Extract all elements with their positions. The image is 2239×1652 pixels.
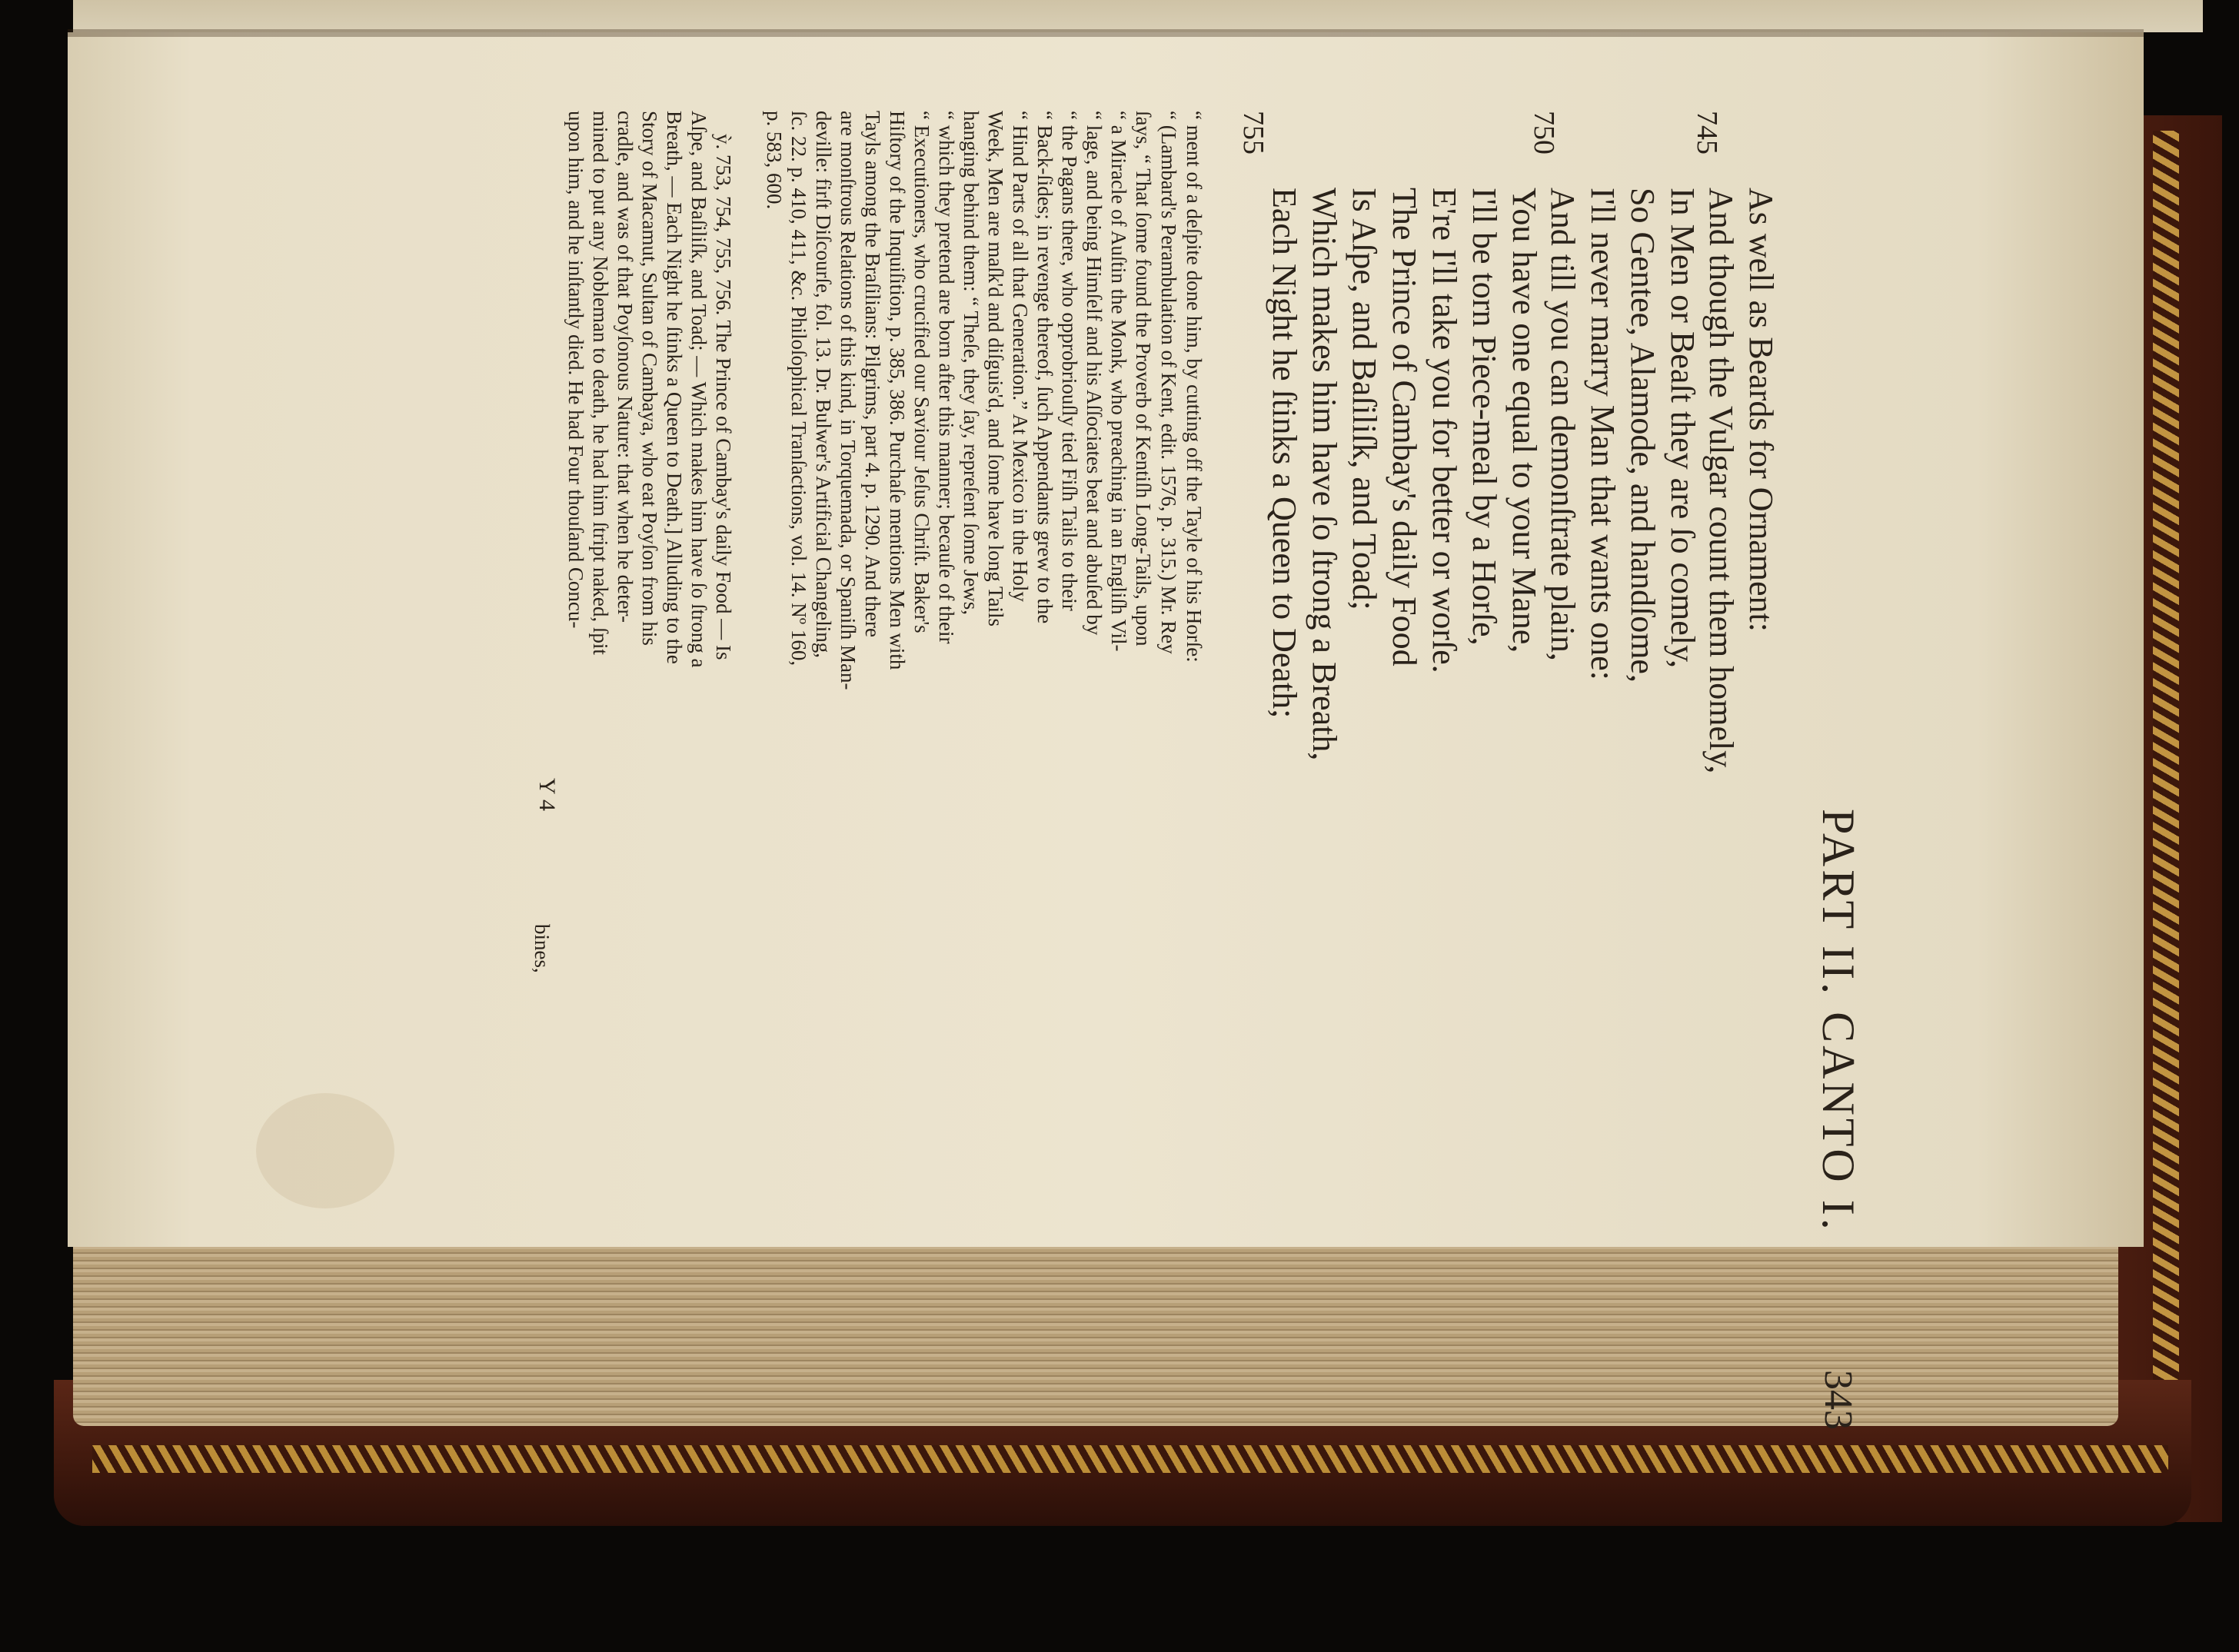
footnote-line: ſc. 22. p. 410, 411, &c. Philoſophical Tranſactions, vol. 14. Nº 160, — [787, 111, 810, 666]
verse-line: You have one equal to your Mane, — [1505, 188, 1543, 653]
footnote-line: Week, Men are maſk'd and diſguis'd, and ſome have long Tails — [984, 111, 1007, 627]
footnote-line: deville: firſt Diſcourſe, fol. 13. Dr. Bulwer's Artificial Changeling, — [812, 111, 835, 658]
catchword: bines, — [531, 924, 554, 973]
verse-line: So Gentee, Alamode, and handſome, — [1624, 188, 1662, 683]
footnote-line: Breath, — Each Night he ſtinks a Queen to Death.] Alluding to the — [663, 111, 686, 664]
footnote-line: Hiſtory of the Inquiſition, p. 385, 386. Purchaſe mentions Men with — [886, 111, 909, 670]
footnote-line: “ lage, and being Himſelf and his Aſſociates beat and abuſed by — [1083, 111, 1106, 636]
footnote-line: “ Hind Parts of all that Generation.” At Mexico in the Holy — [1009, 111, 1032, 602]
footnote-line: are monſtrous Relations of this kind, in Torquemada, or Spaniſh Man- — [837, 111, 860, 690]
verse-line: E're I'll take you for better or worſe. — [1426, 188, 1463, 673]
verse-line: I'll be torn Piece-meal by a Horſe, — [1465, 188, 1503, 646]
footnote-line: ſays, “ That ſome found the Proverb of Kentiſh Long-Tails, upon — [1132, 111, 1155, 647]
footnote-line: cradle, and was of that Poyſonous Nature: that when he deter- — [614, 111, 637, 623]
footnote-line: “ (Lambard's Perambulation of Kent, edit. 1576, p. 315.) Mr. Rey — [1157, 111, 1180, 654]
footnote-line: ỳ. 753, 754, 755, 756. The Prince of Cambay's daily Food — Is — [712, 134, 735, 660]
verse-line: Each Night he ſtinks a Queen to Death; — [1266, 188, 1303, 719]
verse-line: Which makes him have ſo ſtrong a Breath, — [1306, 188, 1343, 761]
footnote-line: upon him, and he inſtantly died. He had Four thouſand Concu- — [564, 111, 587, 629]
verse-line: And though the Vulgar count them homely, — [1702, 188, 1740, 774]
footnote-line: mined to put any Nobleman to death, he had him ſtript naked, ſpit — [589, 111, 612, 655]
footnote-line: p. 583, 600. — [763, 111, 786, 210]
footnote-line: “ a Miracle of Auſtin the Monk, who preaching in an Engliſh Vil- — [1107, 111, 1130, 652]
page-number: 343 — [1816, 1370, 1860, 1430]
footnote-line: Tayls among the Braſilians: Pilgrims, part 4. p. 1290. And there — [861, 111, 884, 638]
gilt-border-right — [2153, 131, 2179, 1453]
footnote-line: hanging behind them: “ Theſe, they ſay, repreſent ſome Jews, — [960, 111, 983, 616]
footnote-line: “ the Pagans there, who opprobriouſly tied Fiſh Tails to their — [1058, 111, 1081, 611]
verse-line: The Prince of Cambay's daily Food — [1386, 188, 1423, 666]
footnote-line: “ ment of a deſpite done him, by cutting off the Tayle of his Horſe: — [1183, 111, 1206, 663]
line-number-745: 745 — [1691, 111, 1723, 155]
verse-line: Is Aſpe, and Baſiliſk, and Toad; — [1346, 188, 1383, 610]
footnote-line: “ Back-ſides; in revenge thereof, ſuch Appendants grew to the — [1033, 111, 1056, 624]
running-head: PART II. CANTO I. — [1813, 809, 1864, 1233]
verse-line: I'll never marry Man that wants one: — [1584, 188, 1622, 680]
footnote-line: “ which they pretend are born after this manner; becauſe of their — [935, 111, 958, 644]
verse-line: In Men or Beaſt they are ſo comely, — [1664, 188, 1702, 669]
page-text — [284, 2, 1899, 1493]
line-number-750: 750 — [1528, 111, 1560, 155]
footnote-line: Aſpe, and Baſiliſk, and Toad; — Which makes him have ſo ſtrong a — [687, 111, 710, 668]
verse-line: As well as Beards for Ornament: — [1742, 188, 1780, 632]
footnote-line: Story of Macamut, Sultan of Cambaya, who eat Poyſon from his — [638, 111, 661, 646]
signature-mark: Y 4 — [534, 778, 560, 812]
footnote-line: “ Executioners, who crucified our Saviour Jeſus Chriſt. Baker's — [910, 111, 933, 633]
verse-line: And till you can demonſtrate plain, — [1544, 188, 1582, 661]
line-number-755: 755 — [1237, 111, 1269, 155]
